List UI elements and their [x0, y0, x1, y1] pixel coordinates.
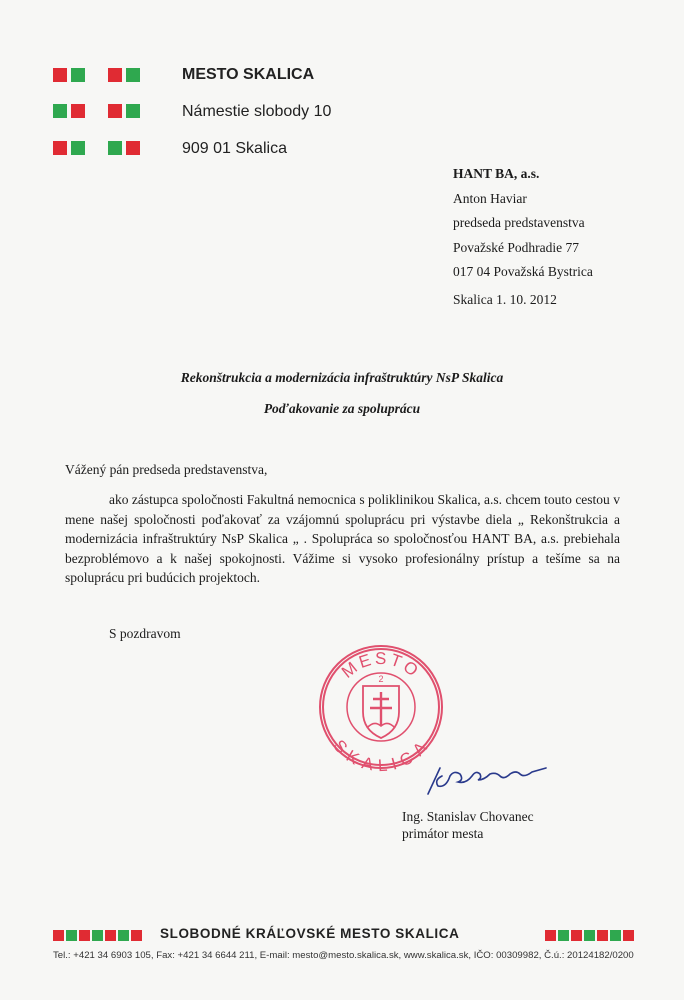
handwritten-signature [420, 748, 550, 798]
logo-row [53, 68, 143, 82]
stamp-bottom-text: SKALICA [329, 736, 433, 772]
footer-title: SLOBODNÉ KRÁĽOVSKÉ MESTO SKALICA [160, 926, 460, 941]
stamp-top-text: MESTO [338, 648, 425, 682]
letter-body: ako zástupca spoločnosti Fakultná nemocnica s poliklinikou Skalica, a.s. chcem touto cestou v mene našej spoločnosti poďakovať za vzájomnú spoluprácu pri výstavbe diela „ Rekonštrukcia a modernizácia infraštruktúry NsP Skalica „ . Spolupráca so spoločnosťou HANT BA, a.s. prebiehala bezproblémovo a k našej spokojnosti. Vážime si vysoko profesionálny prístup a tešíme sa na spoluprácu pri budúcich projektoch. [65, 492, 620, 585]
salutation: Vážený pán predseda predstavenstva, [65, 462, 268, 477]
recipient-person: Anton Haviar [453, 190, 527, 206]
recipient-address [453, 162, 593, 285]
stamp-number: 2 [378, 674, 384, 684]
recipient-street: Považské Podhradie 77 [453, 239, 579, 255]
signer-block [402, 808, 534, 842]
logo-row [53, 141, 143, 155]
subject-thanks: Poďakovanie za spoluprácu [263, 401, 421, 416]
closing: S pozdravom [109, 626, 181, 641]
letterhead-city: 909 01 Skalica [182, 140, 287, 157]
letter-date: Skalica 1. 10. 2012 [453, 292, 557, 307]
logo-row [53, 104, 143, 118]
footer-contact: Tel.: +421 34 6903 105, Fax: +421 34 6644 211, E-mail: mesto@mesto.skalica.sk, www.skalica.sk, IČO: 00309982, Č.ú.: 20124182/0200 [53, 950, 634, 961]
recipient-company: HANT BA, a.s. [453, 166, 540, 181]
recipient-role: predseda predstavenstva [453, 215, 585, 230]
subject-line: Rekonštrukcia a modernizácia infraštruktúry NsP Skalica [180, 370, 504, 385]
recipient-city: 017 04 Považská Bystrica [453, 264, 593, 279]
signer-title: primátor mesta [402, 826, 484, 841]
letterhead-name: MESTO SKALICA [182, 66, 315, 83]
letterhead-street: Námestie slobody 10 [182, 103, 332, 120]
signer-name: Ing. Stanislav Chovanec [402, 809, 534, 824]
